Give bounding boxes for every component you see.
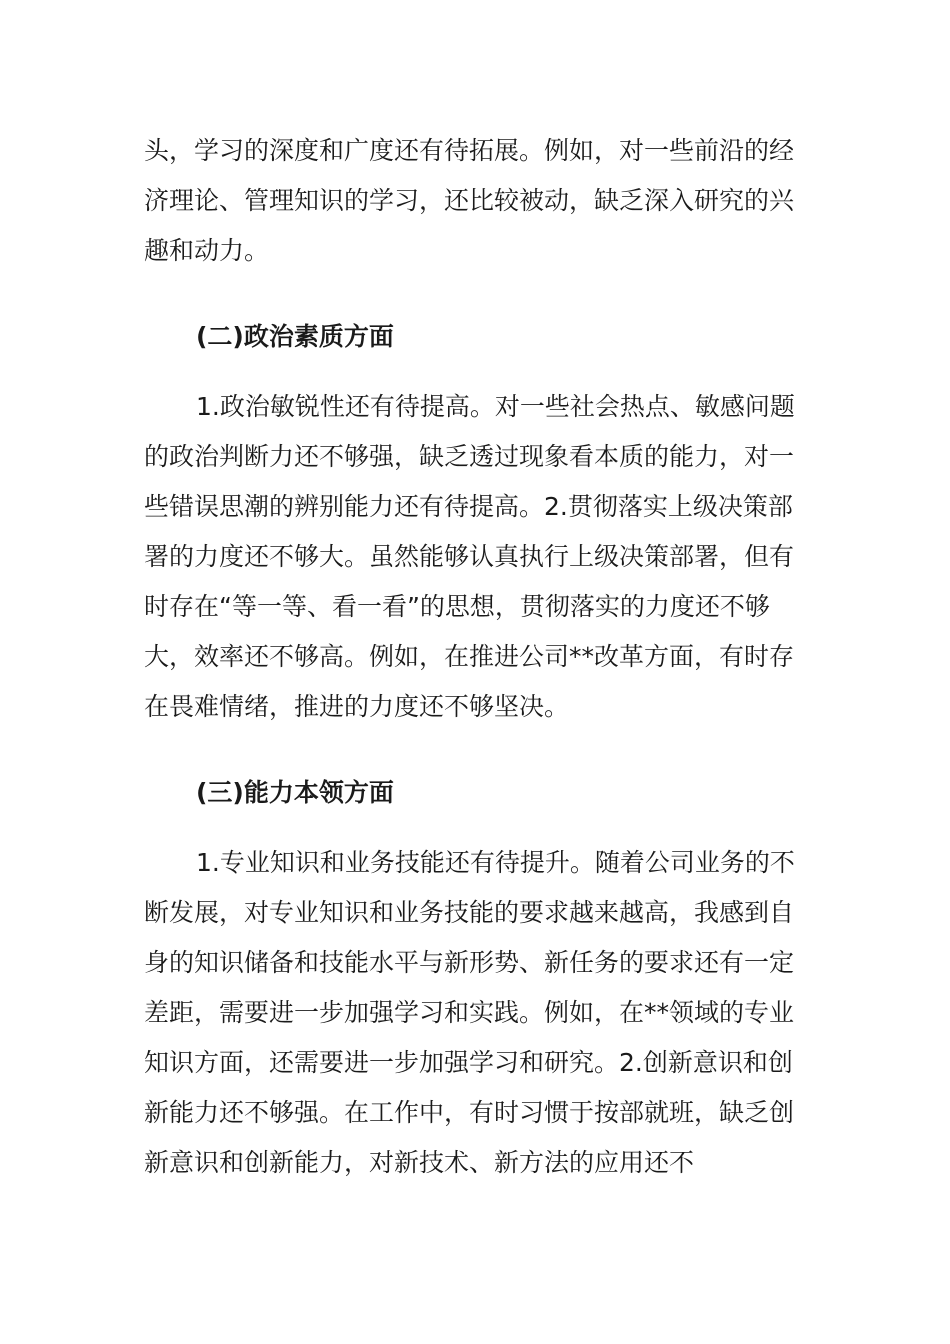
paragraph-gap [144,276,808,312]
section-body-ability: 1.专业知识和业务技能还有待提升。随着公司业务的不断发展，对专业知识和业务技能的要求越来越高，我感到自身的知识储备和技能水平与新形势、新任务的要求还有一定差距，需要进一步加强学习和实践。例如，在**领域的专业知识方面，还需要进一步加强学习和研究。2.创新意识和创新能力还不够强。在工作中，有时习惯于按部就班，缺乏创新意识和创新能力，对新技术、新方法的应用还不 [144,848,795,1177]
paragraph-gap [144,732,808,768]
section-heading-ability: (三)能力本领方面 [196,778,394,807]
section-body-political-quality: 1.政治敏锐性还有待提高。对一些社会热点、敏感问题的政治判断力还不够强，缺乏透过现象看本质的能力，对一些错误思潮的辨别能力还有待提高。2.贯彻落实上级决策部署的力度还不够大。虽然能够认真执行上级决策部署，但有时存在“等一等、看一看”的思想，贯彻落实的力度还不够大，效率还不够高。例如，在推进公司**改革方面，有时存在畏难情绪，推进的力度还不够坚决。 [144,392,795,721]
paragraph-gap [144,362,808,382]
paragraph-continuation: 头，学习的深度和广度还有待拓展。例如，对一些前沿的经济理论、管理知识的学习，还比较被动，缺乏深入研究的兴趣和动力。 [144,136,795,265]
document-content [144,126,808,1188]
section-heading-political-quality: (二)政治素质方面 [196,322,394,351]
paragraph-gap [144,818,808,838]
